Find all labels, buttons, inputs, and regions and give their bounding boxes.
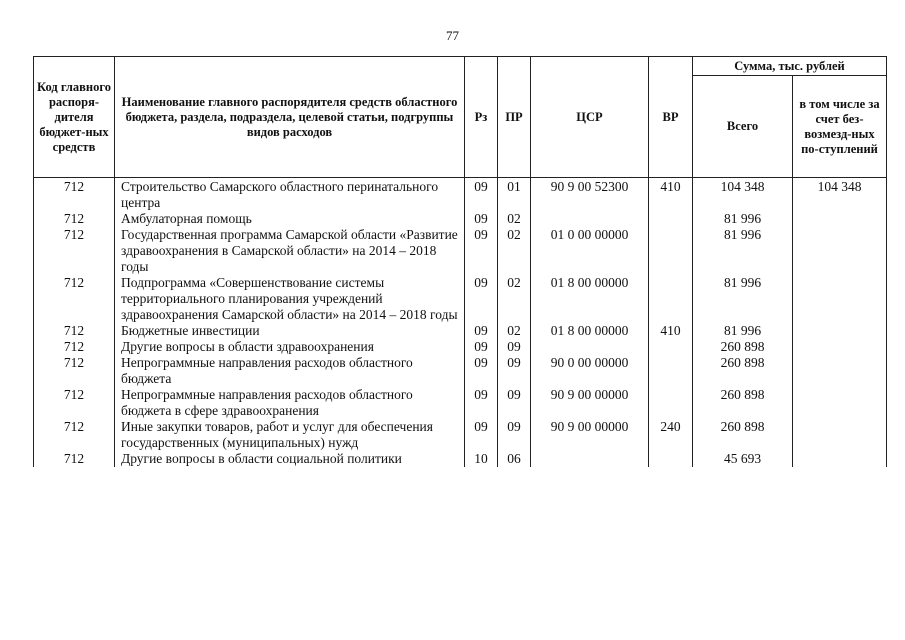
cell-vr	[649, 355, 693, 387]
table-row	[34, 227, 887, 275]
cell-name: Другие вопросы в области здравоохранения	[115, 339, 465, 355]
cell-total: 260 898	[693, 419, 793, 451]
cell-pr: 02	[498, 275, 531, 323]
cell-name: Непрограммные направления расходов областного бюджета	[115, 355, 465, 387]
cell-total: 81 996	[693, 227, 793, 275]
cell-gratuitous	[793, 451, 887, 467]
cell-pr: 06	[498, 451, 531, 467]
cell-gratuitous	[793, 339, 887, 355]
cell-name: Амбулаторная помощь	[115, 211, 465, 227]
cell-csr: 01 0 00 00000	[531, 227, 649, 275]
cell-name: Бюджетные инвестиции	[115, 323, 465, 339]
header-pr: ПР	[498, 57, 531, 178]
table-row	[34, 387, 887, 419]
cell-vr	[649, 451, 693, 467]
table-row	[34, 419, 887, 451]
cell-code: 712	[34, 178, 115, 212]
cell-code: 712	[34, 339, 115, 355]
cell-pr: 09	[498, 355, 531, 387]
cell-total: 81 996	[693, 323, 793, 339]
table-row	[34, 275, 887, 323]
cell-total: 260 898	[693, 339, 793, 355]
budget-table	[33, 56, 887, 467]
table-row	[34, 211, 887, 227]
cell-name: Иные закупки товаров, работ и услуг для обеспечения государственных (муниципальных) нужд	[115, 419, 465, 451]
page-number: 77	[446, 28, 459, 43]
cell-pr: 02	[498, 323, 531, 339]
cell-rz: 09	[465, 323, 498, 339]
cell-rz: 09	[465, 339, 498, 355]
cell-code: 712	[34, 227, 115, 275]
cell-total: 81 996	[693, 211, 793, 227]
header-name: Наименование главного распорядителя средств областного бюджета, раздела, подраздела, целевой статьи, подгруппы видов расходов	[115, 57, 465, 178]
cell-gratuitous	[793, 227, 887, 275]
cell-vr	[649, 339, 693, 355]
cell-csr	[531, 339, 649, 355]
cell-csr: 90 9 00 00000	[531, 419, 649, 451]
cell-pr: 02	[498, 227, 531, 275]
cell-pr: 09	[498, 419, 531, 451]
cell-name: Строительство Самарского областного перинатального центра	[115, 178, 465, 212]
cell-csr: 01 8 00 00000	[531, 323, 649, 339]
cell-code: 712	[34, 387, 115, 419]
cell-pr: 09	[498, 339, 531, 355]
cell-gratuitous: 104 348	[793, 178, 887, 212]
cell-vr: 240	[649, 419, 693, 451]
cell-gratuitous	[793, 419, 887, 451]
cell-rz: 09	[465, 387, 498, 419]
header-gratuitous: в том числе за счет без-возмезд-ных по-ступлений	[793, 76, 887, 178]
header-csr: ЦСР	[531, 57, 649, 178]
cell-name: Государственная программа Самарской области «Развитие здравоохранения в Самарской области» на 2014 – 2018 годы	[115, 227, 465, 275]
cell-rz: 09	[465, 211, 498, 227]
cell-csr: 90 9 00 52300	[531, 178, 649, 212]
cell-rz: 09	[465, 275, 498, 323]
cell-code: 712	[34, 451, 115, 467]
cell-code: 712	[34, 323, 115, 339]
cell-name: Другие вопросы в области социальной политики	[115, 451, 465, 467]
cell-rz: 09	[465, 178, 498, 212]
cell-rz: 09	[465, 227, 498, 275]
cell-rz: 10	[465, 451, 498, 467]
cell-vr	[649, 387, 693, 419]
cell-gratuitous	[793, 355, 887, 387]
header-vr: ВР	[649, 57, 693, 178]
table-row	[34, 178, 887, 212]
cell-vr: 410	[649, 323, 693, 339]
cell-code: 712	[34, 355, 115, 387]
header-total: Всего	[693, 76, 793, 178]
cell-rz: 09	[465, 355, 498, 387]
header-rz: Рз	[465, 57, 498, 178]
cell-name: Подпрограмма «Совершенствование системы территориального планирования учреждений здравоохранения Самарской области» на 2014 – 2018 годы	[115, 275, 465, 323]
cell-code: 712	[34, 211, 115, 227]
cell-csr: 01 8 00 00000	[531, 275, 649, 323]
table-row	[34, 451, 887, 467]
cell-pr: 02	[498, 211, 531, 227]
cell-csr: 90 0 00 00000	[531, 355, 649, 387]
cell-total: 81 996	[693, 275, 793, 323]
header-code: Код главного распоря-дителя бюджет-ных средств	[34, 57, 115, 178]
cell-total: 104 348	[693, 178, 793, 212]
cell-rz: 09	[465, 419, 498, 451]
cell-vr: 410	[649, 178, 693, 212]
table-row	[34, 339, 887, 355]
cell-pr: 09	[498, 387, 531, 419]
cell-total: 260 898	[693, 387, 793, 419]
cell-gratuitous	[793, 211, 887, 227]
cell-name: Непрограммные направления расходов областного бюджета в сфере здравоохранения	[115, 387, 465, 419]
cell-total: 45 693	[693, 451, 793, 467]
cell-gratuitous	[793, 387, 887, 419]
cell-total: 260 898	[693, 355, 793, 387]
header-sum-group: Сумма, тыс. рублей	[693, 57, 887, 76]
cell-vr	[649, 227, 693, 275]
cell-code: 712	[34, 419, 115, 451]
table-row	[34, 323, 887, 339]
cell-gratuitous	[793, 323, 887, 339]
cell-vr	[649, 275, 693, 323]
cell-csr: 90 9 00 00000	[531, 387, 649, 419]
cell-code: 712	[34, 275, 115, 323]
cell-gratuitous	[793, 275, 887, 323]
table-row	[34, 355, 887, 387]
cell-vr	[649, 211, 693, 227]
cell-pr: 01	[498, 178, 531, 212]
cell-csr	[531, 451, 649, 467]
cell-csr	[531, 211, 649, 227]
